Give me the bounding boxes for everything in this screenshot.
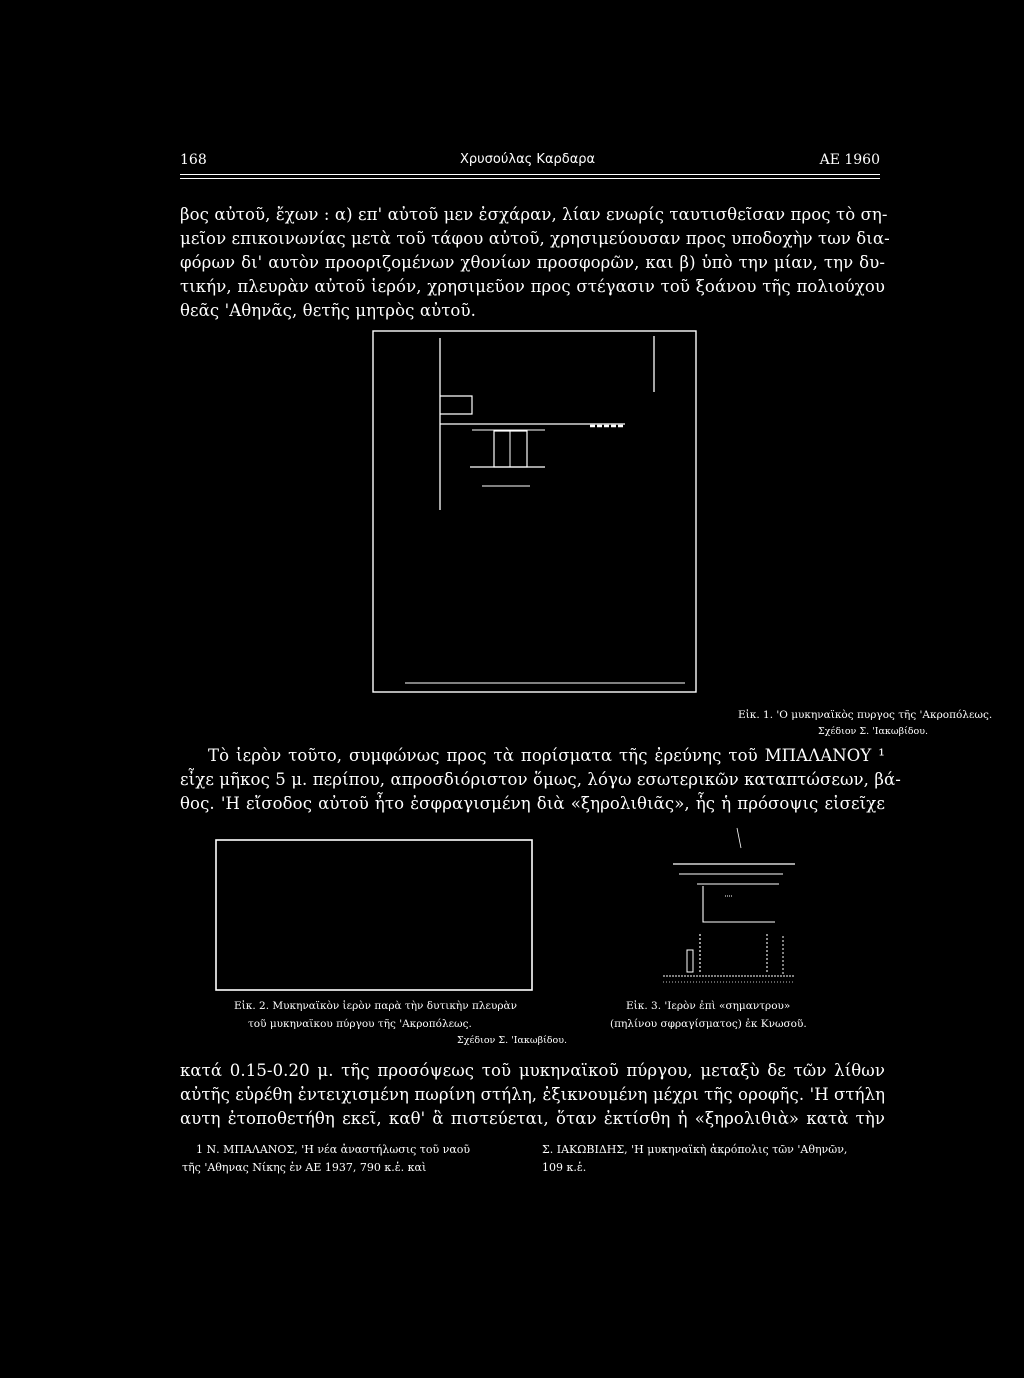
figure-1-drawing: [370, 328, 700, 696]
text-line: θος. 'Η εἴσοδος αὐτοῦ ἦτο ἐσφραγισμένη διὰ «ξηρολιθιᾶς», ἧς ἡ πρόσοψις εἰσεῖχε: [180, 794, 885, 813]
body-paragraph-3: [180, 1059, 885, 1131]
figure-3-line: [737, 828, 741, 848]
text-line: μεῖον επικοινωνίας μετὰ τοῦ τάφου αὐτοῦ, χρησιμεύουσαν προς υποδοχὴν των δια-: [180, 229, 890, 248]
text-line: εἶχε μῆκος 5 μ. περίπου, απροσδιόριστον ὅμως, λόγω εσωτερικῶν καταπτώσεων, βά-: [180, 770, 901, 789]
body-paragraph-2: [180, 744, 901, 816]
figure-3-column: [687, 950, 693, 972]
footnote-1-line2: τῆς 'Αθηνας Νίκης ἐν ΑΕ 1937, 790 κ.ἑ. καὶ: [182, 1161, 427, 1174]
figure-1-credit: Σχέδιον Σ. 'Ιακωβίδου.: [818, 726, 929, 737]
text-line: κατά 0.15-0.20 μ. τῆς προσόψεως τοῦ μυκηναϊκοῦ πύργου, μεταξὺ δε τῶν λίθων: [180, 1061, 885, 1080]
figure-2-caption-line2: τοῦ μυκηναϊκου πύργου τῆς 'Ακροπόλεως.: [248, 1018, 472, 1030]
text-line: τικήν, πλευρὰν αὐτοῦ ἱερόν, χρησιμεῦον προς στέγασιν τοῦ ξοάνου τῆς πολιούχου: [180, 277, 885, 296]
journal-year: ΑΕ 1960: [819, 152, 880, 168]
footnote-1: 1 Ν. ΜΠΑΛΑΝΟΣ, 'Η νέα ἀναστήλωσις τοῦ ναοῦ: [196, 1143, 471, 1156]
figure-1-frame: [373, 331, 696, 692]
text-line: αὐτῆς εὑρέθη ἐντειχισμένη πωρίνη στήλη, ἐξικνουμένη μέχρι τῆς οροφῆς. 'Η στήλη: [180, 1085, 886, 1104]
running-header: [180, 152, 880, 176]
figure-2-credit: Σχέδιον Σ. 'Ιακωβίδου.: [457, 1035, 568, 1046]
figure-1-wall: [440, 396, 472, 414]
header-rule-thin: [180, 178, 880, 179]
page-number: 168: [180, 152, 207, 168]
figure-3-caption-line2: (πηλίνου σφραγίσματος) ἐκ Κνωσοῦ.: [610, 1018, 807, 1030]
text-line: Τὸ ἱερὸν τοῦτο, συμφώνως προς τὰ πορίσματα τῆς ἐρεύνης τοῦ ΜΠΑΛΑΝΟΥ ¹: [208, 746, 885, 765]
figure-1-caption: Εἰκ. 1. 'Ο μυκηναϊκὸς πυργος τῆς 'Ακροπόλεως.: [738, 709, 993, 721]
figure-2-drawing: [214, 838, 536, 994]
text-line: βος αὐτοῦ, ἔχων : α) επ' αὐτοῦ μεν ἐσχάραν, λίαν ενωρίς ταυτισθεῖσαν προς τὸ ση-: [180, 205, 888, 224]
figure-2-caption: Εἰκ. 2. Μυκηναϊκὸν ἱερὸν παρὰ τὴν δυτικὴν πλευρὰν: [234, 1000, 517, 1012]
figure-3-drawing: [655, 826, 805, 994]
figure-2-frame: [216, 840, 532, 990]
body-paragraph-1: [180, 203, 890, 323]
running-title: Χρυσούλας Καρδαρα: [460, 152, 596, 167]
figure-3-structure: [703, 886, 775, 922]
text-line: αυτη ἐτοποθετήθη εκεῖ, καθ' ἃ πιστεύεται, ὅταν ἐκτίσθη ἡ «ξηρολιθιὰ» κατὰ τὴν: [180, 1109, 885, 1128]
text-line: φόρων δι' αυτὸν προοριζομένων χθονίων προσφορῶν, και β) ὑπὸ την μίαν, την δυ-: [180, 253, 885, 272]
footnote-1-continued-line2: 109 κ.ἑ.: [542, 1161, 587, 1174]
footnote-1-continued: Σ. ΙΑΚΩΒΙΔΗΣ, 'Η μυκηναϊκὴ ἀκρόπολις τῶν 'Αθηνῶν,: [542, 1143, 848, 1156]
figure-3-caption: Εἰκ. 3. 'Ιερὸν ἐπὶ «σημαντρου»: [626, 1000, 791, 1012]
text-line: θεᾶς 'Αθηνᾶς, θετῆς μητρὸς αὐτοῦ.: [180, 301, 476, 320]
header-rule: [180, 174, 880, 175]
